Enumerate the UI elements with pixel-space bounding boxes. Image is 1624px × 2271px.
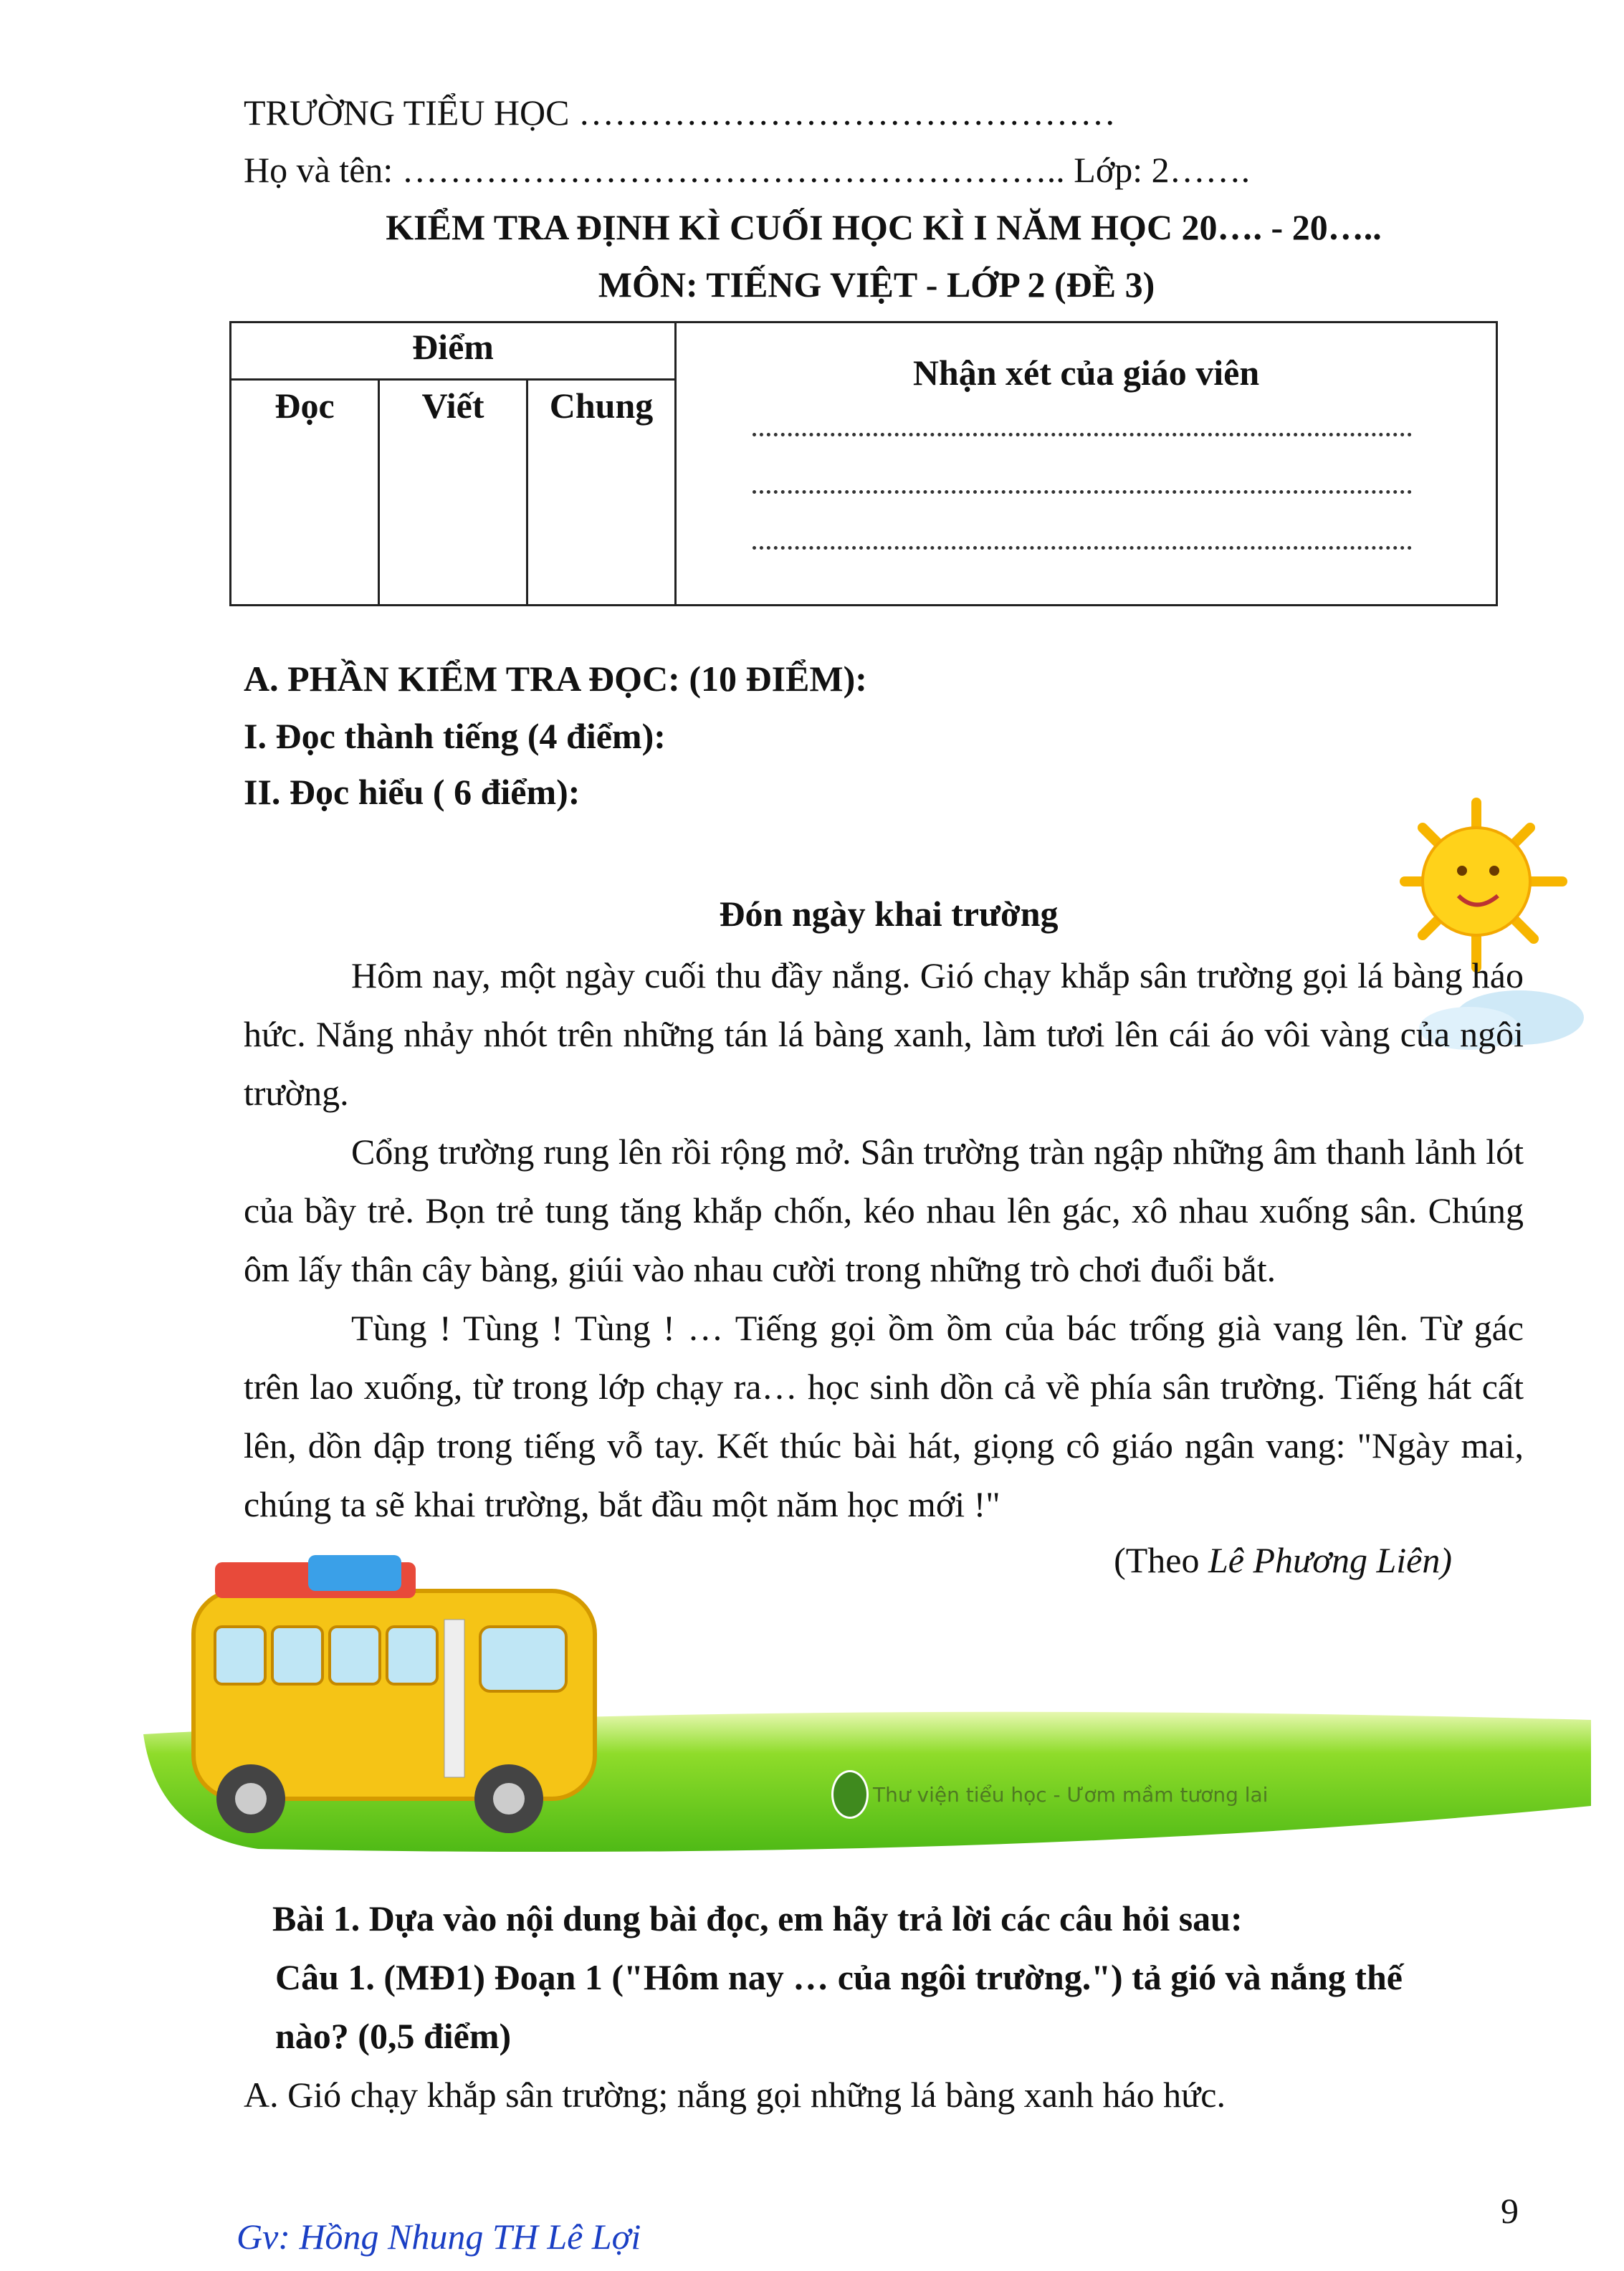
comment-line [753, 433, 1412, 436]
exercise-1-heading: Bài 1. Dựa vào nội dung bài đọc, em hãy trả lời các câu hỏi sau: [272, 1898, 1243, 1938]
reading-paragraph: Hôm nay, một ngày cuối thu đầy nắng. Gió chạy khắp sân trường gọi lá bàng háo hức. Nắng nhảy nhót trên những tán lá bàng xanh, làm tươi lên cái áo vôi vàng của ngôi trường. [244, 955, 1524, 1113]
name-class-line: Họ và tên: ……………………………………………….. Lớp: 2……. [244, 150, 1251, 190]
score-total: Chung [527, 380, 676, 606]
score-table [229, 321, 1498, 606]
teacher-comment-header: Nhận xét của giáo viên [912, 353, 1260, 393]
reading-paragraph: Cổng trường rung lên rồi rộng mở. Sân trường tràn ngập những âm thanh lảnh lót của bầy trẻ. Bọn trẻ tung tăng khắp chốn, kéo nhau lên gác, xô nhau xuống sân. Chúng ôm lấy thân cây bàng, giúi vào nhau cười trong những trò chơi đuổi bắt. [244, 1132, 1524, 1289]
score-reading: Đọc [231, 380, 379, 606]
reading-source: (Theo Lê Phương Liên) [1114, 1540, 1452, 1580]
section-i-heading: I. Đọc thành tiếng (4 điểm): [244, 716, 666, 756]
comment-line [753, 546, 1412, 550]
section-ii-heading: II. Đọc hiểu ( 6 điểm): [244, 772, 581, 812]
footer-author: Gv: Hồng Nhung TH Lê Lợi [237, 2217, 641, 2257]
score-writing: Viết [379, 380, 527, 606]
watermark: Thư viện tiểu học - Ươm mầm tương lai [831, 1770, 1268, 1819]
teacher-comment-cell [676, 322, 1497, 606]
question-1-cont: nào? (0,5 điểm) [275, 2016, 512, 2056]
comment-line [753, 490, 1412, 494]
reading-paragraph: Tùng ! Tùng ! Tùng ! … Tiếng gọi ồm ồm của bác trống già vang lên. Từ gác trên lao xuống, từ trong lớp chạy ra… học sinh dồn cả về phía sân trường. Tiếng hát cất lên, dồn dập trong tiếng vỗ tay. Kết thúc bài hát, giọng cô giáo ngân vang: "Ngày mai, chúng ta sẽ khai trường, bắt đầu một năm học mới !" [244, 1308, 1524, 1524]
exam-title: KIỂM TRA ĐỊNH KÌ CUỐI HỌC KÌ I NĂM HỌC 20…. - 20….. [386, 207, 1382, 247]
answer-option-a: A. Gió chạy khắp sân trường; nắng gọi những lá bàng xanh háo hức. [244, 2075, 1226, 2115]
page-number: 9 [1501, 2191, 1519, 2231]
source-author: Lê Phương Liên) [1208, 1540, 1452, 1580]
score-header: Điểm [231, 322, 676, 380]
reading-title: Đón ngày khai trường [719, 894, 1059, 934]
question-1: Câu 1. (MĐ1) Đoạn 1 ("Hôm nay … của ngôi trường.") tả gió và nắng thế [275, 1957, 1403, 1997]
school-line: TRƯỜNG TIỂU HỌC ……………………………………… [244, 92, 1117, 133]
library-logo-icon [831, 1770, 869, 1819]
subject-title: MÔN: TIẾNG VIỆT - LỚP 2 (ĐỀ 3) [598, 264, 1155, 305]
section-a-heading: A. PHẦN KIỂM TRA ĐỌC: (10 ĐIỂM): [244, 659, 867, 699]
